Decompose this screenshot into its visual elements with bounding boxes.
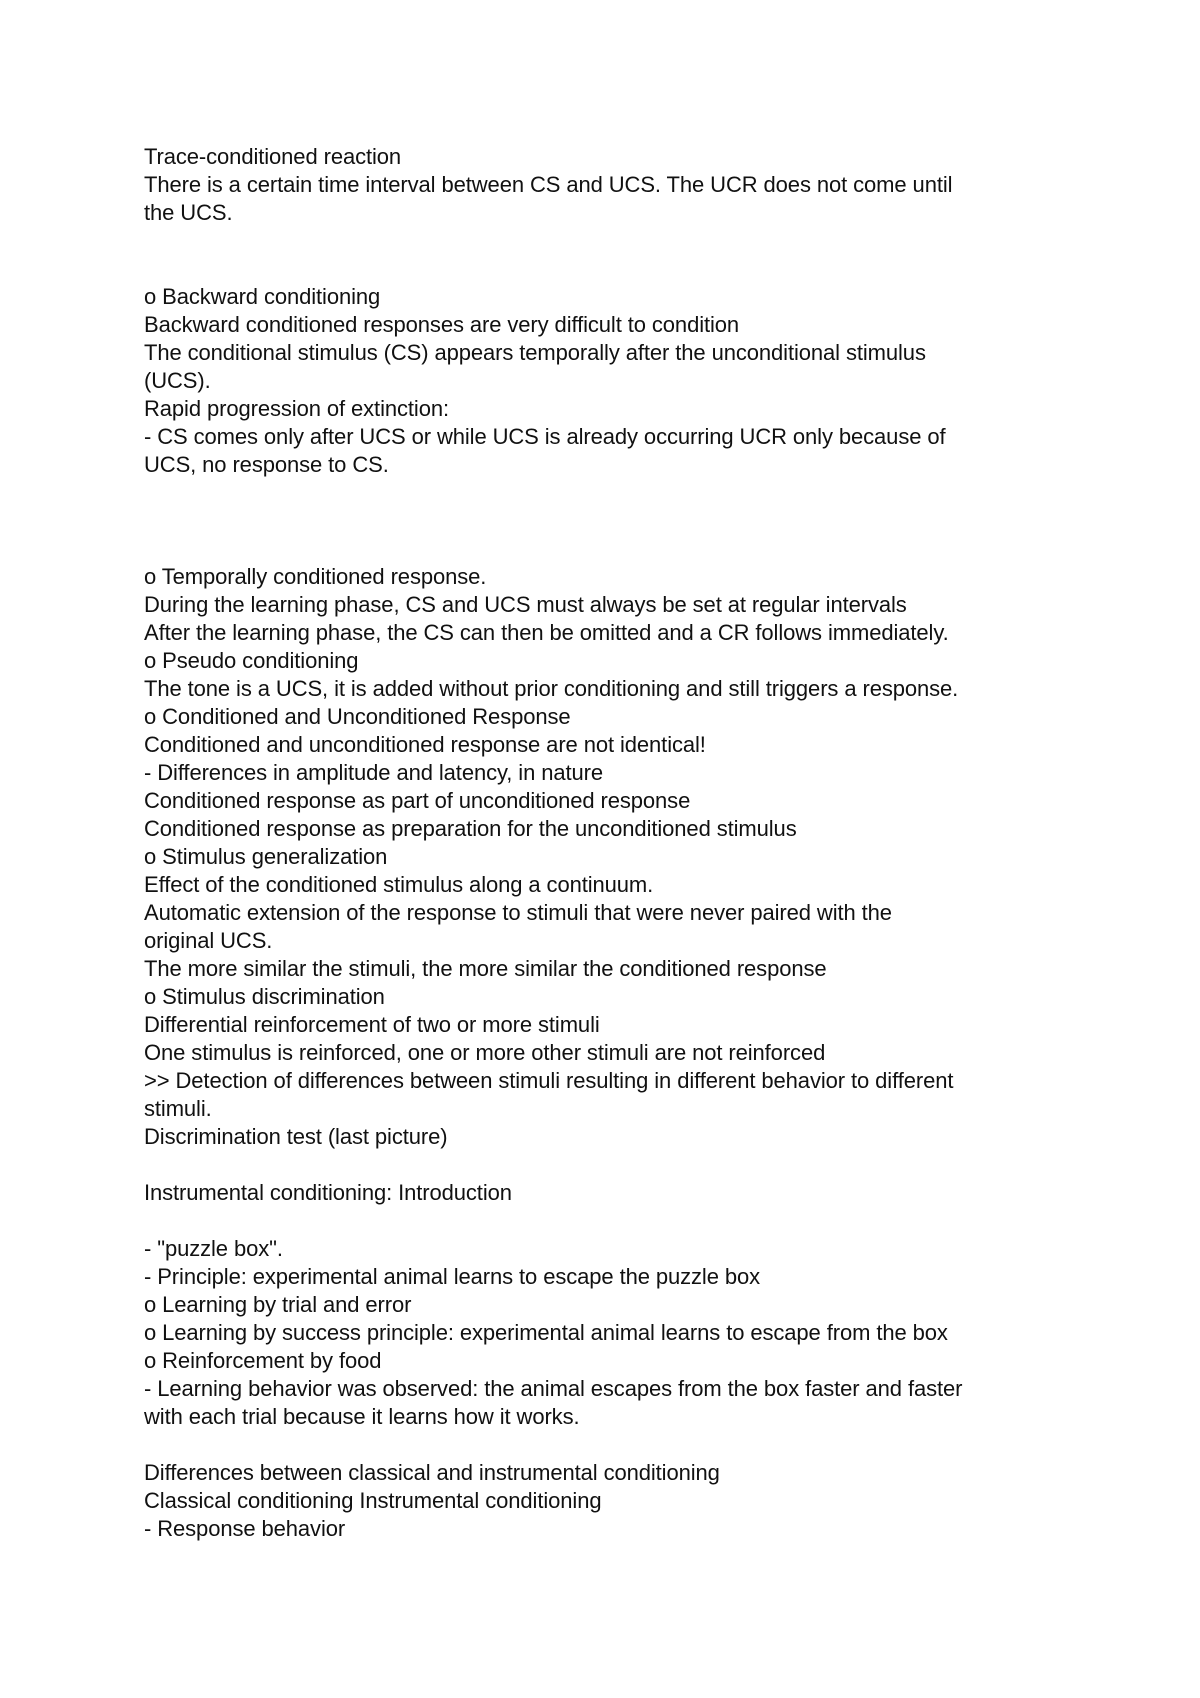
text-line: - Principle: experimental animal learns to escape the puzzle box xyxy=(144,1264,761,1289)
text-line: - Response behavior xyxy=(144,1516,346,1541)
text-line: >> Detection of differences between stimuli resulting in different behavior to different xyxy=(144,1068,954,1093)
text-line: o Conditioned and Unconditioned Response xyxy=(144,704,571,729)
text-line: stimuli. xyxy=(144,1096,212,1121)
text-line: The conditional stimulus (CS) appears temporally after the unconditional stimulus xyxy=(144,340,926,365)
text-line: Trace-conditioned reaction xyxy=(144,144,402,169)
blank-line xyxy=(144,1207,1064,1235)
text-line: - CS comes only after UCS or while UCS is already occurring UCR only because of xyxy=(144,424,946,449)
text-line: Differential reinforcement of two or more stimuli xyxy=(144,1012,600,1037)
blank-line xyxy=(144,479,1064,507)
text-line: Backward conditioned responses are very difficult to condition xyxy=(144,312,740,337)
blank-line xyxy=(144,535,1064,563)
text-line: Differences between classical and instrumental conditioning xyxy=(144,1460,720,1485)
text-line: UCS, no response to CS. xyxy=(144,452,389,477)
text-line: - Learning behavior was observed: the animal escapes from the box faster and faster xyxy=(144,1376,963,1401)
text-line: Rapid progression of extinction: xyxy=(144,396,449,421)
text-line: Conditioned response as preparation for the unconditioned stimulus xyxy=(144,816,797,841)
text-line: (UCS). xyxy=(144,368,211,393)
text-line: After the learning phase, the CS can then be omitted and a CR follows immediately. xyxy=(144,620,949,645)
blank-line xyxy=(144,507,1064,535)
text-line: Conditioned response as part of unconditioned response xyxy=(144,788,691,813)
text-line: During the learning phase, CS and UCS must always be set at regular intervals xyxy=(144,592,907,617)
text-line: o Pseudo conditioning xyxy=(144,648,359,673)
blank-line xyxy=(144,1151,1064,1179)
text-line: o Learning by trial and error xyxy=(144,1292,412,1317)
text-line: o Temporally conditioned response. xyxy=(144,564,487,589)
text-line: Effect of the conditioned stimulus along a continuum. xyxy=(144,872,654,897)
text-line: Conditioned and unconditioned response are not identical! xyxy=(144,732,706,757)
text-line: One stimulus is reinforced, one or more other stimuli are not reinforced xyxy=(144,1040,826,1065)
text-line: original UCS. xyxy=(144,928,273,953)
blank-line xyxy=(144,1431,1064,1459)
document-body xyxy=(144,143,1064,1543)
text-line: o Reinforcement by food xyxy=(144,1348,382,1373)
blank-line xyxy=(144,255,1064,283)
text-line: with each trial because it learns how it works. xyxy=(144,1404,580,1429)
text-line: Classical conditioning Instrumental conditioning xyxy=(144,1488,602,1513)
text-line: o Stimulus discrimination xyxy=(144,984,385,1009)
text-line: o Backward conditioning xyxy=(144,284,381,309)
text-line: The more similar the stimuli, the more similar the conditioned response xyxy=(144,956,827,981)
text-line: o Learning by success principle: experimental animal learns to escape from the box xyxy=(144,1320,948,1345)
text-line: Discrimination test (last picture) xyxy=(144,1124,448,1149)
text-line: Instrumental conditioning: Introduction xyxy=(144,1180,512,1205)
text-line: The tone is a UCS, it is added without prior conditioning and still triggers a response. xyxy=(144,676,959,701)
text-line: o Stimulus generalization xyxy=(144,844,388,869)
text-line: Automatic extension of the response to stimuli that were never paired with the xyxy=(144,900,892,925)
text-line: the UCS. xyxy=(144,200,233,225)
text-line: - "puzzle box". xyxy=(144,1236,283,1261)
text-line: - Differences in amplitude and latency, in nature xyxy=(144,760,603,785)
text-line: There is a certain time interval between CS and UCS. The UCR does not come until xyxy=(144,172,953,197)
blank-line xyxy=(144,227,1064,255)
